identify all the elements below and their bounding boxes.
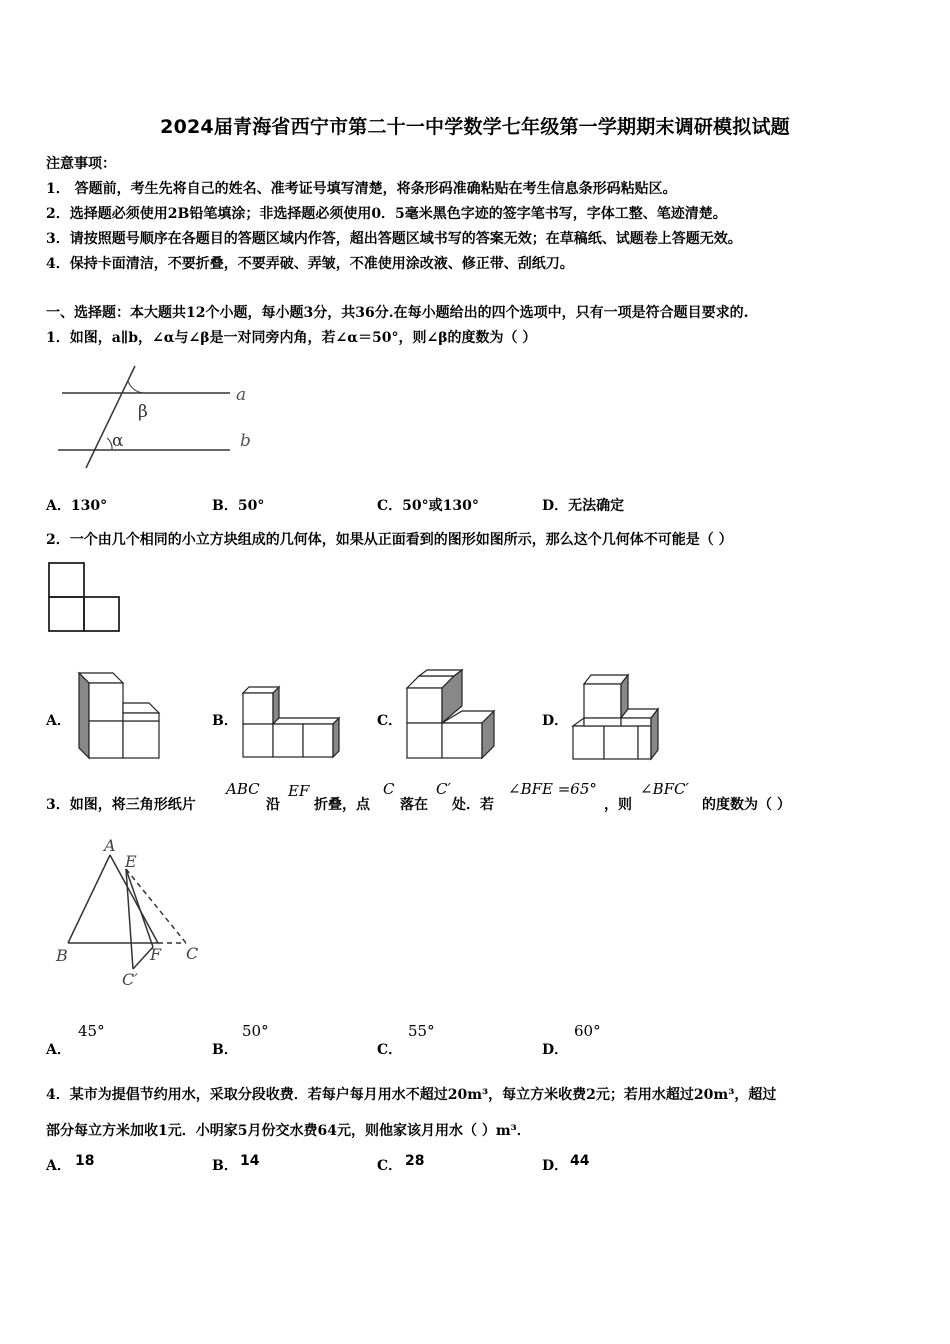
q4-option-d: D． <box>542 1158 569 1174</box>
q2-option-a: A． <box>46 713 71 729</box>
page-title: 2024届青海省西宁市第二十一中学数学七年级第一学期期末调研模拟试题 <box>160 116 790 138</box>
vertex-c-label: C <box>186 944 199 963</box>
question-1-figure <box>50 360 265 475</box>
question-3-stem-part-2: 沿 <box>266 797 280 813</box>
q4-option-d-value: 44 <box>570 1153 590 1169</box>
notice-item-3: 3．请按照题号顺序在各题目的答题区域内作答，超出答题区域书写的答案无效；在草稿纸、试题卷上答题无效。 <box>46 231 742 247</box>
q3-option-b: B． <box>212 1042 238 1058</box>
notice-item-2: 2．选择题必须使用2B铅笔填涂；非选择题必须使用0．5毫米黑色字迹的签字笔书写，字体工整、笔迹清楚。 <box>46 206 727 222</box>
q2-option-b: B． <box>212 713 238 729</box>
q2-option-d-figure <box>568 672 664 762</box>
notice-item-1: 1． 答题前，考生先将自己的姓名、准考证号填写清楚，将条形码准确粘贴在考生信息条形码粘贴区。 <box>46 181 677 197</box>
q3-option-b-value: 50° <box>242 1022 269 1040</box>
vertex-cprime-label: C′ <box>122 970 138 989</box>
q2-option-c: C． <box>377 713 403 729</box>
q1-option-a: A．130° <box>46 498 108 514</box>
q2-option-d: D． <box>542 713 569 729</box>
q1-option-c: C．50°或130° <box>377 498 479 514</box>
q2-option-a-figure <box>76 670 166 762</box>
q4-option-c: C． <box>377 1158 403 1174</box>
q3-math-c: C <box>383 780 395 798</box>
question-3-stem-part-4: 落在 <box>400 797 428 813</box>
q2-option-b-figure <box>240 684 345 762</box>
notice-heading: 注意事项： <box>46 156 116 172</box>
q4-option-c-value: 28 <box>405 1153 425 1169</box>
line-a-label: a <box>236 385 247 405</box>
q1-option-d: D．无法确定 <box>542 498 625 514</box>
vertex-e-label: E <box>125 852 137 871</box>
q3-math-angle-bfcprime: ∠BFC′ <box>640 780 689 798</box>
question-3-stem-part-7: 的度数为（ ） <box>702 797 791 813</box>
question-1-stem: 1．如图，a∥b，∠α与∠β是一对同旁内角，若∠α＝50°，则∠β的度数为（ ） <box>46 330 537 346</box>
question-3-stem-part-5: 处．若 <box>452 797 494 813</box>
q3-math-cprime: C′ <box>436 780 451 798</box>
q3-option-a-value: 45° <box>78 1022 105 1040</box>
q3-math-abc: ABC <box>226 780 260 798</box>
q3-option-c: C． <box>377 1042 403 1058</box>
q1-option-b: B．50° <box>212 498 265 514</box>
question-3-figure <box>50 835 210 990</box>
vertex-a-label: A <box>104 836 116 855</box>
notice-item-4: 4．保持卡面清洁，不要折叠，不要弄破、弄皱，不准使用涂改液、修正带、刮纸刀。 <box>46 256 574 272</box>
q3-option-c-value: 55° <box>408 1022 435 1040</box>
beta-label: β <box>138 402 148 422</box>
line-b-label: b <box>240 431 251 451</box>
section-heading: 一、选择题：本大题共12个小题，每小题3分，共36分.在每小题给出的四个选项中，只有一项是符合题目要求的. <box>46 305 749 321</box>
question-3-stem-part-6: ，则 <box>604 797 632 813</box>
question-2-front-view <box>47 561 123 633</box>
q2-option-c-figure <box>404 668 499 762</box>
alpha-label: α <box>112 431 124 451</box>
question-3-stem-part-1: 3．如图，将三角形纸片 <box>46 797 196 813</box>
vertex-f-label: F <box>150 945 162 964</box>
question-2-stem: 2．一个由几个相同的小立方块组成的几何体，如果从正面看到的图形如图所示，那么这个几何体不可能是（ ） <box>46 532 733 548</box>
question-4-line-1: 4．某市为提倡节约用水，采取分段收费．若每户每月用水不超过20m³，每立方米收费2元；若用水超过20m³，超过 <box>46 1087 777 1103</box>
question-3-stem-part-3: 折叠，点 <box>314 797 370 813</box>
q4-option-a: A． <box>46 1158 71 1174</box>
q3-math-angle-bfe: ∠BFE =65° <box>508 780 597 798</box>
vertex-b-label: B <box>56 946 68 965</box>
q3-option-d: D． <box>542 1042 569 1058</box>
q3-math-ef: EF <box>288 782 310 800</box>
q4-option-b: B． <box>212 1158 238 1174</box>
q3-option-d-value: 60° <box>574 1022 601 1040</box>
question-4-line-2: 部分每立方米加收1元．小明家5月份交水费64元，则他家该月用水（ ）m³． <box>46 1123 531 1139</box>
q4-option-b-value: 14 <box>240 1153 260 1169</box>
q3-option-a: A． <box>46 1042 71 1058</box>
q4-option-a-value: 18 <box>75 1153 95 1169</box>
